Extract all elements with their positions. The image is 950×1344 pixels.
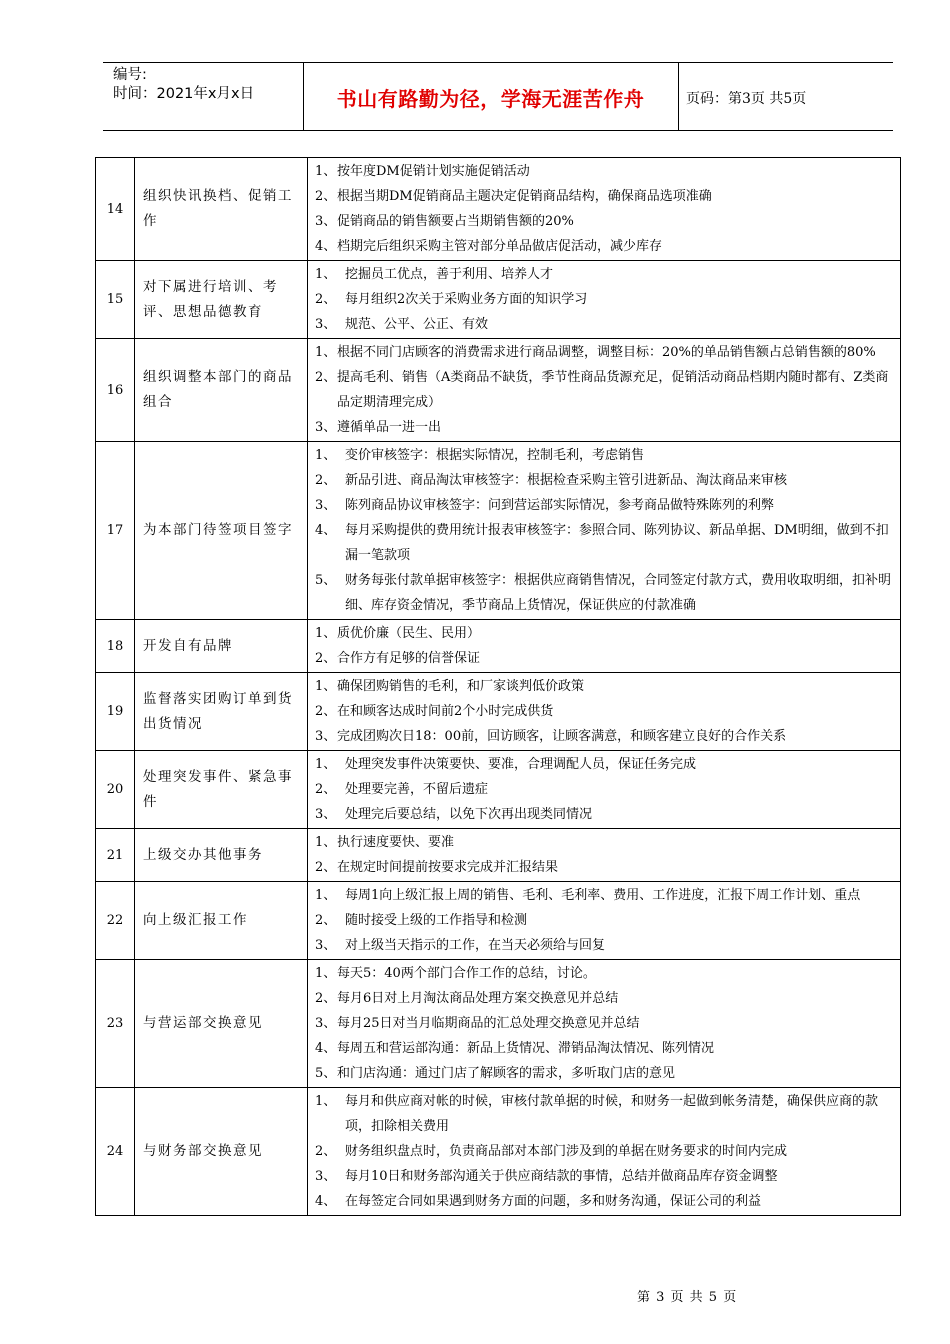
row-number: 17 [96, 442, 135, 620]
item-text: 在和顾客达成时间前2个小时完成供货 [337, 704, 554, 719]
item-text: 执行速度要快、要准 [337, 835, 455, 850]
list-item [315, 674, 894, 699]
task-cell: 向上级汇报工作 [135, 882, 308, 960]
row-number: 22 [96, 882, 135, 960]
item-text: 随时接受上级的工作指导和检测 [345, 913, 528, 928]
item-text: 规范、公平、公正、有效 [345, 317, 489, 332]
list-item [315, 312, 894, 337]
list-item [315, 159, 894, 184]
list-item [315, 1164, 894, 1189]
item-number: 4、 [315, 1194, 337, 1209]
item-text: 处理完后要总结，以免下次再出现类同情况 [345, 807, 593, 822]
item-number: 1、 [315, 757, 337, 772]
list-item [315, 568, 894, 618]
list-item [315, 1089, 894, 1139]
document-time-label: 时间：2021年x月x日 [113, 86, 255, 102]
list-item [315, 961, 894, 986]
item-number: 2、 [315, 860, 337, 875]
table-row [96, 960, 901, 1088]
item-number: 3、 [315, 729, 337, 744]
row-number: 16 [96, 339, 135, 442]
item-text: 每月采购提供的费用统计报表审核签字：参照合同、陈列协议、新品单据、DM明细，做到不扣漏一笔款项 [345, 523, 889, 563]
item-text: 在每签定合同如果遇到财务方面的问题，多和财务沟通，保证公司的利益 [345, 1194, 762, 1209]
item-number: 1、 [315, 966, 337, 981]
duties-table-body [96, 158, 901, 1216]
list-item [315, 1011, 894, 1036]
table-row [96, 829, 901, 882]
item-text: 每月10日和财务部沟通关于供应商结款的事情，总结并做商品库存资金调整 [345, 1169, 778, 1184]
header-motto: 书山有路勤为径，学海无涯苦作舟 [336, 87, 645, 111]
item-text: 每天5：40两个部门合作工作的总结，讨论。 [337, 966, 596, 981]
item-number: 1、 [315, 626, 337, 641]
list-item [315, 699, 894, 724]
row-number: 23 [96, 960, 135, 1088]
list-item [315, 415, 894, 440]
item-number: 3、 [315, 420, 337, 435]
item-text: 每月组织2次关于采购业务方面的知识学习 [345, 292, 588, 307]
table-row [96, 620, 901, 673]
list-item [315, 1036, 894, 1061]
item-text: 每月和供应商对帐的时候，审核付款单据的时候，和财务一起做到帐务清楚，确保供应商的款项，扣除相关费用 [345, 1094, 879, 1134]
content-cell [308, 339, 901, 442]
item-text: 陈列商品协议审核签字：问到营运部实际情况，参考商品做特殊陈列的利弊 [345, 498, 775, 513]
task-cell: 组织快讯换档、促销工作 [135, 158, 308, 261]
item-text: 在规定时间提前按要求完成并汇报结果 [337, 860, 559, 875]
content-cell [308, 158, 901, 261]
table-row [96, 1088, 901, 1216]
content-cell [308, 673, 901, 751]
row-number: 19 [96, 673, 135, 751]
item-text: 按年度DM促销计划实施促销活动 [337, 164, 530, 179]
content-cell [308, 442, 901, 620]
list-item [315, 365, 894, 415]
item-number: 4、 [315, 239, 337, 254]
item-number: 3、 [315, 317, 337, 332]
list-item [315, 287, 894, 312]
row-number: 21 [96, 829, 135, 882]
item-number: 3、 [315, 214, 337, 229]
item-text: 每周1向上级汇报上周的销售、毛利、毛利率、费用、工作进度，汇报下周工作计划、重点 [345, 888, 861, 903]
list-item [315, 443, 894, 468]
item-text: 财务每张付款单据审核签字：根据供应商销售情况，合同签定付款方式，费用收取明细，扣补明细、库存资金情况，季节商品上货情况，保证供应的付款准确 [345, 573, 892, 613]
table-row [96, 261, 901, 339]
item-text: 挖掘员工优点，善于利用、培养人才 [345, 267, 554, 282]
header-divider [678, 63, 679, 130]
page-header [103, 62, 893, 131]
content-cell [308, 620, 901, 673]
task-cell: 组织调整本部门的商品组合 [135, 339, 308, 442]
list-item [315, 830, 894, 855]
list-item [315, 724, 894, 749]
list-item [315, 234, 894, 259]
item-text: 每月6日对上月淘汰商品处理方案交换意见并总结 [337, 991, 619, 1006]
item-number: 2、 [315, 370, 337, 385]
item-number: 1、 [315, 679, 337, 694]
list-item [315, 468, 894, 493]
item-number: 1、 [315, 448, 337, 463]
item-number: 1、 [315, 1094, 337, 1109]
list-item [315, 752, 894, 777]
item-number: 2、 [315, 991, 337, 1006]
item-text: 和门店沟通：通过门店了解顾客的需求，多听取门店的意见 [337, 1066, 676, 1081]
item-text: 每周五和营运部沟通：新品上货情况、滞销品淘汰情况、陈列情况 [337, 1041, 715, 1056]
content-cell [308, 261, 901, 339]
duties-table [95, 157, 901, 1216]
item-number: 2、 [315, 189, 337, 204]
table-row [96, 673, 901, 751]
table-row [96, 158, 901, 261]
list-item [315, 262, 894, 287]
list-item [315, 802, 894, 827]
item-number: 2、 [315, 292, 337, 307]
item-text: 合作方有足够的信誉保证 [337, 651, 481, 666]
item-number: 2、 [315, 913, 337, 928]
table-row [96, 751, 901, 829]
list-item [315, 184, 894, 209]
item-number: 3、 [315, 1169, 337, 1184]
task-cell: 对下属进行培训、考评、思想品德教育 [135, 261, 308, 339]
item-number: 4、 [315, 1041, 337, 1056]
task-cell: 处理突发事件、紧急事件 [135, 751, 308, 829]
list-item [315, 855, 894, 880]
item-text: 财务组织盘点时，负责商品部对本部门涉及到的单据在财务要求的时间内完成 [345, 1144, 788, 1159]
list-item [315, 518, 894, 568]
item-number: 2、 [315, 1144, 337, 1159]
row-number: 18 [96, 620, 135, 673]
header-page-info: 页码：第3页 共5页 [686, 91, 807, 107]
task-cell: 监督落实团购订单到货出货情况 [135, 673, 308, 751]
task-cell: 与财务部交换意见 [135, 1088, 308, 1216]
item-number: 1、 [315, 164, 337, 179]
task-cell: 与营运部交换意见 [135, 960, 308, 1088]
table-row [96, 339, 901, 442]
item-text: 促销商品的销售额要占当期销售额的20% [337, 214, 574, 229]
item-text: 完成团购次日18：00前，回访顾客，让顾客满意，和顾客建立良好的合作关系 [337, 729, 787, 744]
content-cell [308, 882, 901, 960]
list-item [315, 340, 894, 365]
item-number: 3、 [315, 1016, 337, 1031]
item-number: 1、 [315, 267, 337, 282]
row-number: 24 [96, 1088, 135, 1216]
item-number: 5、 [315, 1066, 337, 1081]
row-number: 14 [96, 158, 135, 261]
list-item [315, 1061, 894, 1086]
item-text: 档期完后组织采购主管对部分单品做店促活动，减少库存 [337, 239, 663, 254]
list-item [315, 493, 894, 518]
task-cell: 上级交办其他事务 [135, 829, 308, 882]
item-text: 根据不同门店顾客的消费需求进行商品调整，调整目标：20%的单品销售额占总销售额的80% [337, 345, 876, 360]
item-text: 根据当期DM促销商品主题决定促销商品结构，确保商品选项准确 [337, 189, 712, 204]
item-text: 确保团购销售的毛利，和厂家谈判低价政策 [337, 679, 585, 694]
item-text: 变价审核签字：根据实际情况，控制毛利，考虑销售 [345, 448, 645, 463]
item-text: 处理突发事件决策要快、要准，合理调配人员，保证任务完成 [345, 757, 697, 772]
list-item [315, 209, 894, 234]
item-number: 1、 [315, 888, 337, 903]
header-meta [113, 66, 254, 104]
content-cell [308, 960, 901, 1088]
item-text: 提高毛利、销售（A类商品不缺货，季节性商品货源充足，促销活动商品档期内随时都有、Z类商品定期清理完成） [337, 370, 889, 410]
table-row [96, 882, 901, 960]
document-number-label: 编号: [113, 67, 147, 83]
list-item [315, 986, 894, 1011]
task-cell: 为本部门待签项目签字 [135, 442, 308, 620]
list-item [315, 933, 894, 958]
list-item [315, 1139, 894, 1164]
content-cell [308, 751, 901, 829]
item-text: 对上级当天指示的工作，在当天必须给与回复 [345, 938, 606, 953]
row-number: 20 [96, 751, 135, 829]
item-number: 4、 [315, 523, 337, 538]
list-item [315, 777, 894, 802]
content-cell [308, 829, 901, 882]
list-item [315, 646, 894, 671]
item-number: 2、 [315, 782, 337, 797]
list-item [315, 908, 894, 933]
item-number: 1、 [315, 345, 337, 360]
item-number: 5、 [315, 573, 337, 588]
list-item [315, 1189, 894, 1214]
item-number: 3、 [315, 938, 337, 953]
item-number: 2、 [315, 704, 337, 719]
item-text: 质优价廉（民生、民用） [337, 626, 481, 641]
item-number: 3、 [315, 807, 337, 822]
table-row [96, 442, 901, 620]
page-footer: 第 3 页 共 5 页 [637, 1290, 738, 1305]
item-number: 2、 [315, 473, 337, 488]
item-text: 新品引进、商品淘汰审核签字：根据检查采购主管引进新品、淘汰商品来审核 [345, 473, 788, 488]
content-cell [308, 1088, 901, 1216]
item-number: 1、 [315, 835, 337, 850]
row-number: 15 [96, 261, 135, 339]
task-cell: 开发自有品牌 [135, 620, 308, 673]
item-number: 3、 [315, 498, 337, 513]
list-item [315, 621, 894, 646]
item-text: 每月25日对当月临期商品的汇总处理交换意见并总结 [337, 1016, 640, 1031]
item-number: 2、 [315, 651, 337, 666]
item-text: 遵循单品一进一出 [337, 420, 442, 435]
list-item [315, 883, 894, 908]
item-text: 处理要完善，不留后遗症 [345, 782, 489, 797]
